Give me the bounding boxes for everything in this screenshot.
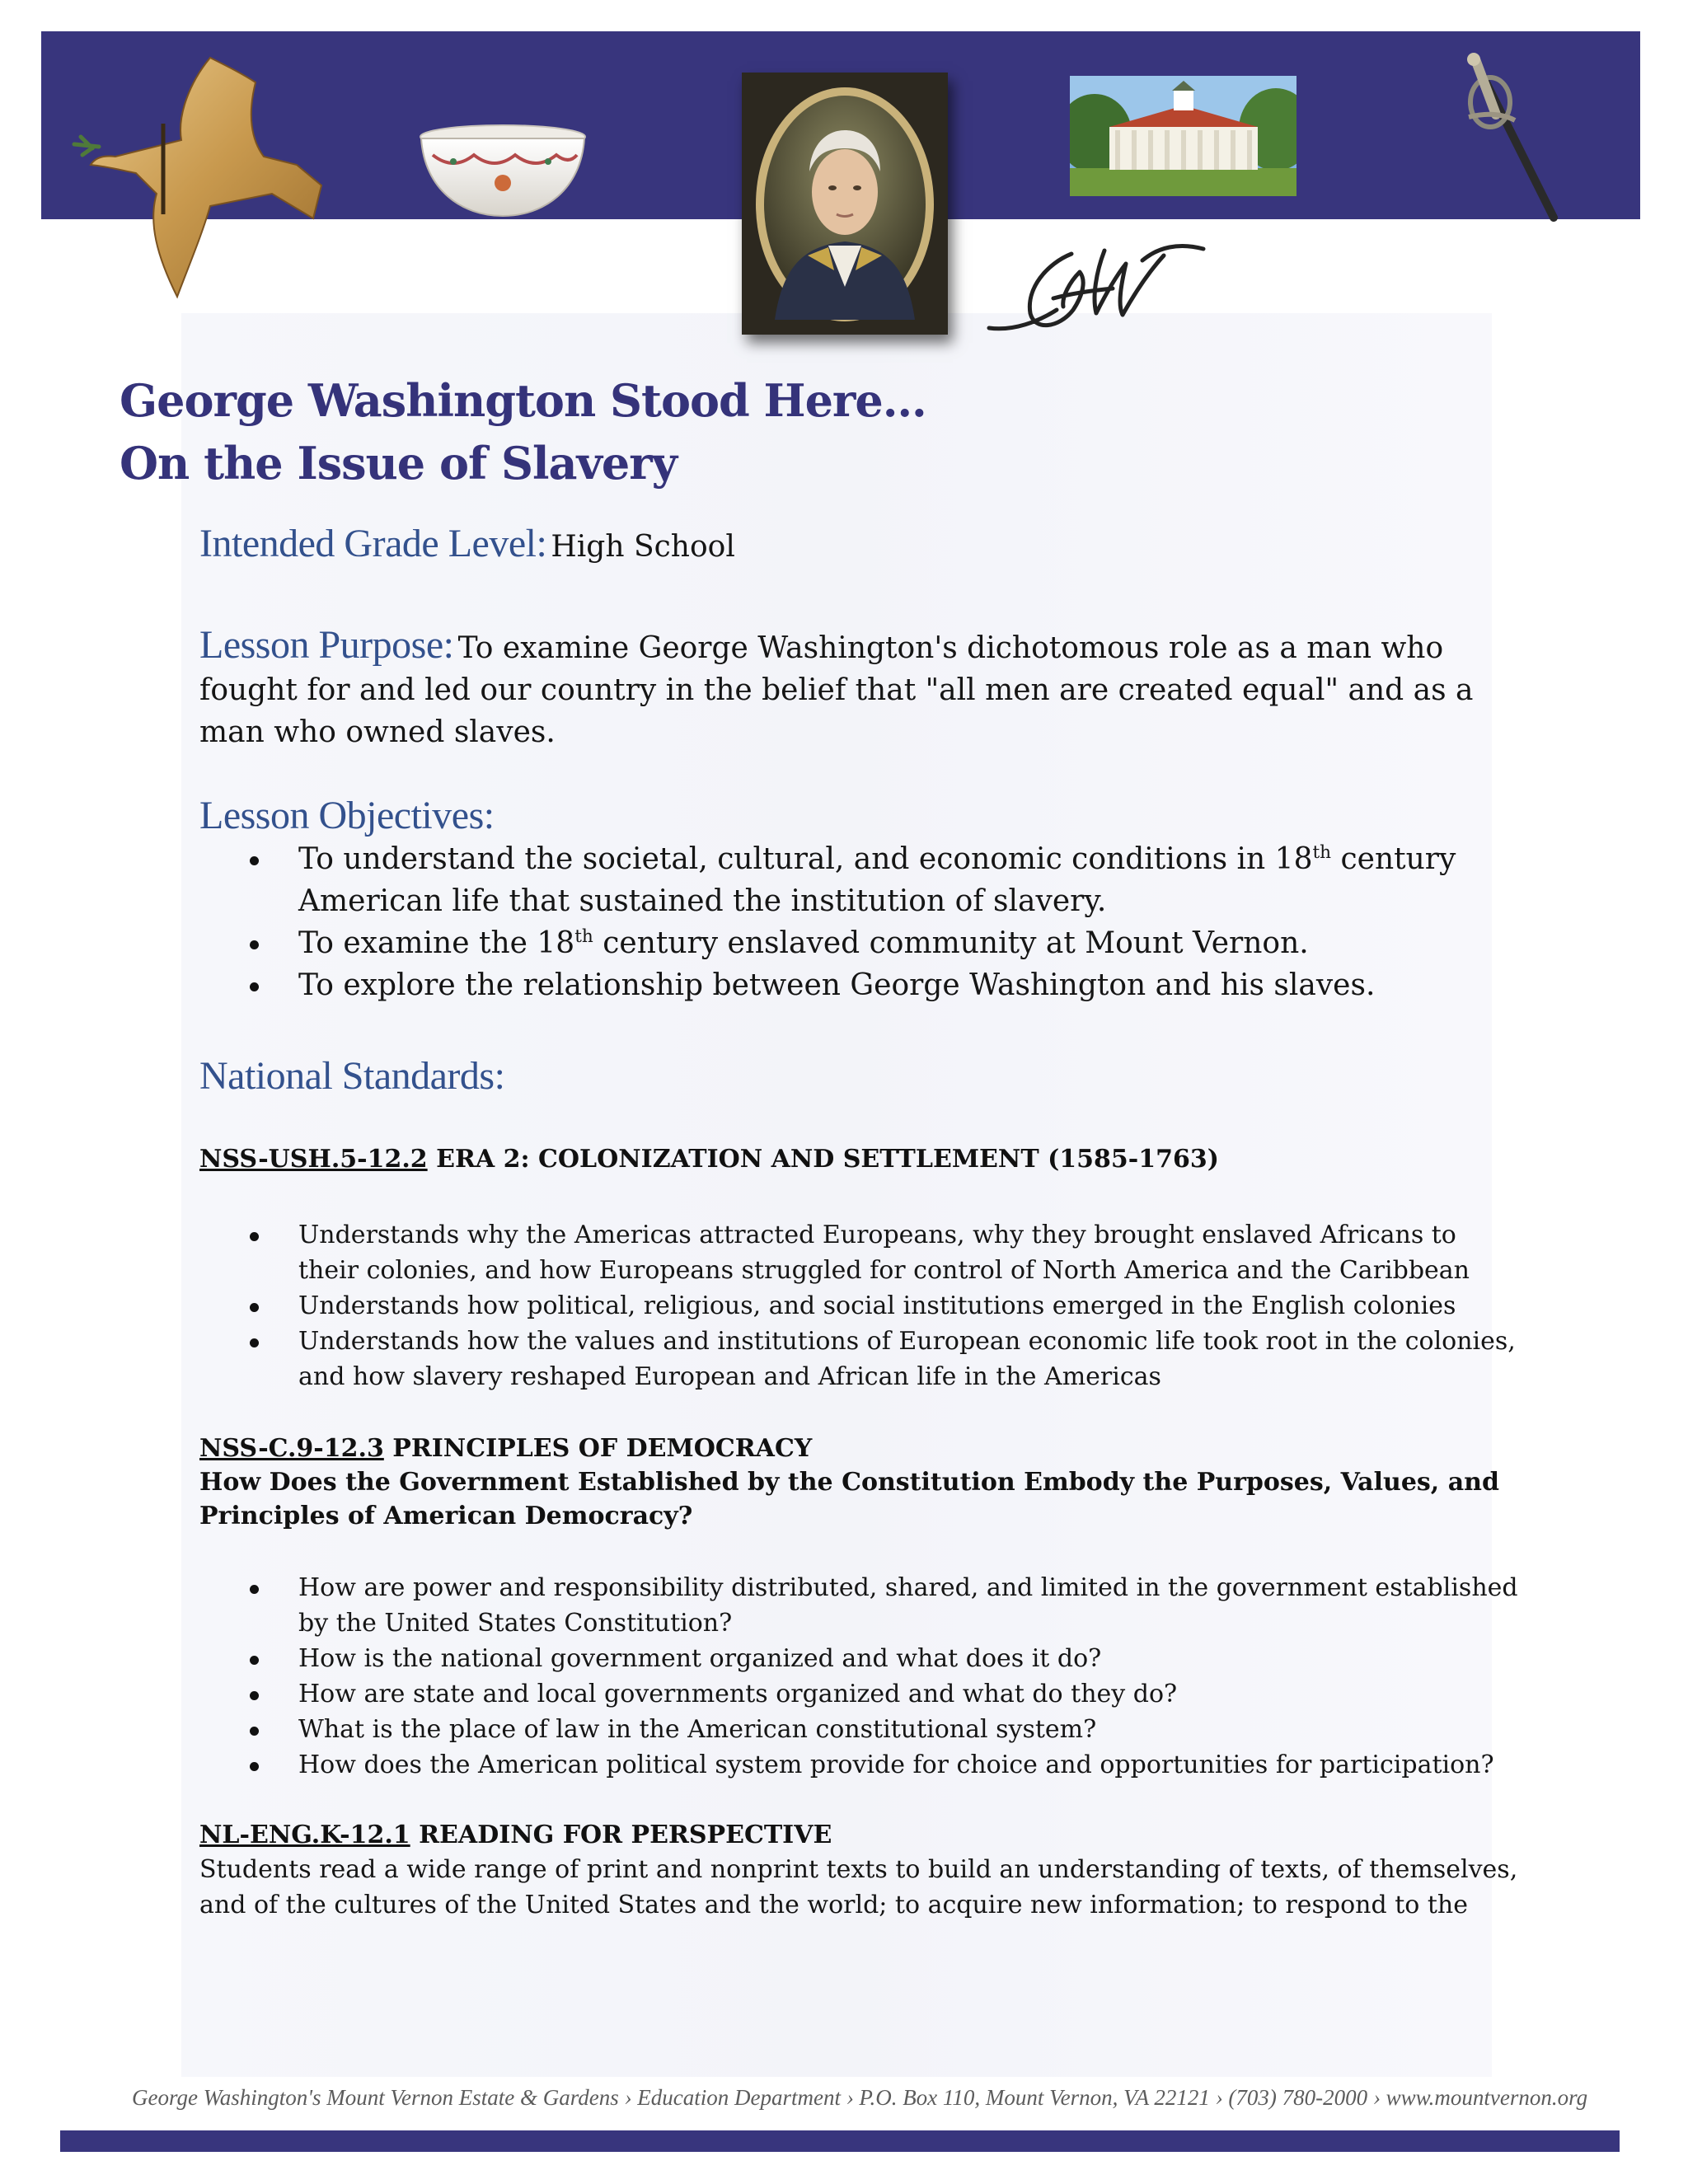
dove-weathervane-image (66, 49, 338, 305)
lesson-purpose-label: Lesson Purpose: (199, 623, 454, 667)
grade-level-label: Intended Grade Level: (199, 522, 547, 565)
standard-question-line-1: How Does the Government Established by the Constitution Embody the Purposes, Values, and (199, 1468, 1499, 1497)
page-background (181, 313, 1492, 2077)
list-item: Understands why the Americas attracted Europeans, why they brought enslaved Africans to their colonies, and how Europeans struggled for control of North America and the Caribbean (199, 1217, 1551, 1288)
washington-portrait-image (742, 73, 948, 335)
objectives-list (199, 838, 1485, 1006)
list-item: Understands how political, religious, and social institutions emerged in the English colonies (199, 1288, 1551, 1324)
standard-2-list (199, 1570, 1551, 1783)
lesson-purpose-section (199, 622, 1485, 753)
lesson-purpose-line-3: man who owned slaves. (199, 715, 556, 749)
mount-vernon-mansion-image (1070, 76, 1296, 196)
lesson-purpose-line-1: To examine George Washington's dichotomous role as a man who (457, 631, 1444, 665)
standard-3-text-line-1: Students read a wide range of print and nonprint texts to build an understanding of texts, of themselves, (199, 1855, 1518, 1884)
standard-code: NSS-USH.5-12.2 (199, 1145, 428, 1174)
list-item: What is the place of law in the American constitutional system? (199, 1712, 1551, 1747)
standard-heading: NL-ENG.K-12.1 READING FOR PERSPECTIVE (199, 1821, 832, 1849)
standard-heading: NSS-C.9-12.3 PRINCIPLES OF DEMOCRACY How Does the Government Established by the Constitution Embody the Purposes, Values, and Principles of American Democracy? (199, 1432, 1518, 1533)
porcelain-bowl-image (416, 124, 589, 223)
list-item: To explore the relationship between George Washington and his slaves. (199, 964, 1485, 1006)
sword-image (1451, 53, 1574, 226)
document-title (120, 369, 926, 494)
list-item: To understand the societal, cultural, and economic conditions in 18th century American life that sustained the institution of slavery. (199, 838, 1485, 922)
gw-signature-image (981, 231, 1212, 338)
standard-code: NSS-C.9-12.3 (199, 1434, 384, 1463)
list-item: Understands how the values and institutions of European economic life took root in the colonies, and how slavery reshaped European and African life in the Americas (199, 1324, 1551, 1394)
standard-code: NL-ENG.K-12.1 (199, 1821, 410, 1849)
grade-level-value: High School (551, 530, 735, 564)
list-item: How is the national government organized and what does it do? (199, 1641, 1551, 1676)
national-standards-label: National Standards: (199, 1054, 505, 1098)
title-line-1: George Washington Stood Here… (120, 374, 926, 427)
list-item: How are power and responsibility distributed, shared, and limited in the government established by the United States Constitution? (199, 1570, 1551, 1641)
footer-contact: George Washington's Mount Vernon Estate & Gardens › Education Department › P.O. Box 110, Mount Vernon, VA 22121 › (703) 780-2000 › www.mountvernon.org (132, 2085, 1588, 2110)
grade-level-section (199, 521, 735, 568)
lesson-objectives-section (199, 793, 1485, 1006)
standard-3-text-line-2: and of the cultures of the United States and the world; to acquire new information; to respond to the (199, 1891, 1468, 1919)
list-item: How are state and local governments organized and what do they do? (199, 1676, 1551, 1712)
lesson-objectives-label: Lesson Objectives: (199, 794, 495, 837)
footer-bar (60, 2130, 1620, 2152)
standard-1-list (199, 1217, 1551, 1394)
standard-3-section (199, 1818, 1568, 1923)
title-line-2: On the Issue of Slavery (120, 437, 678, 490)
standard-question-line-2: Principles of American Democracy? (199, 1502, 693, 1530)
list-item: To examine the 18th century enslaved community at Mount Vernon. (199, 922, 1485, 964)
list-item: How does the American political system provide for choice and opportunities for participation? (199, 1747, 1551, 1783)
lesson-purpose-line-2: fought for and led our country in the belief that "all men are created equal" and as a (199, 673, 1474, 707)
standard-heading: NSS-USH.5-12.2 ERA 2: COLONIZATION AND SETTLEMENT (1585-1763) (199, 1145, 1219, 1174)
